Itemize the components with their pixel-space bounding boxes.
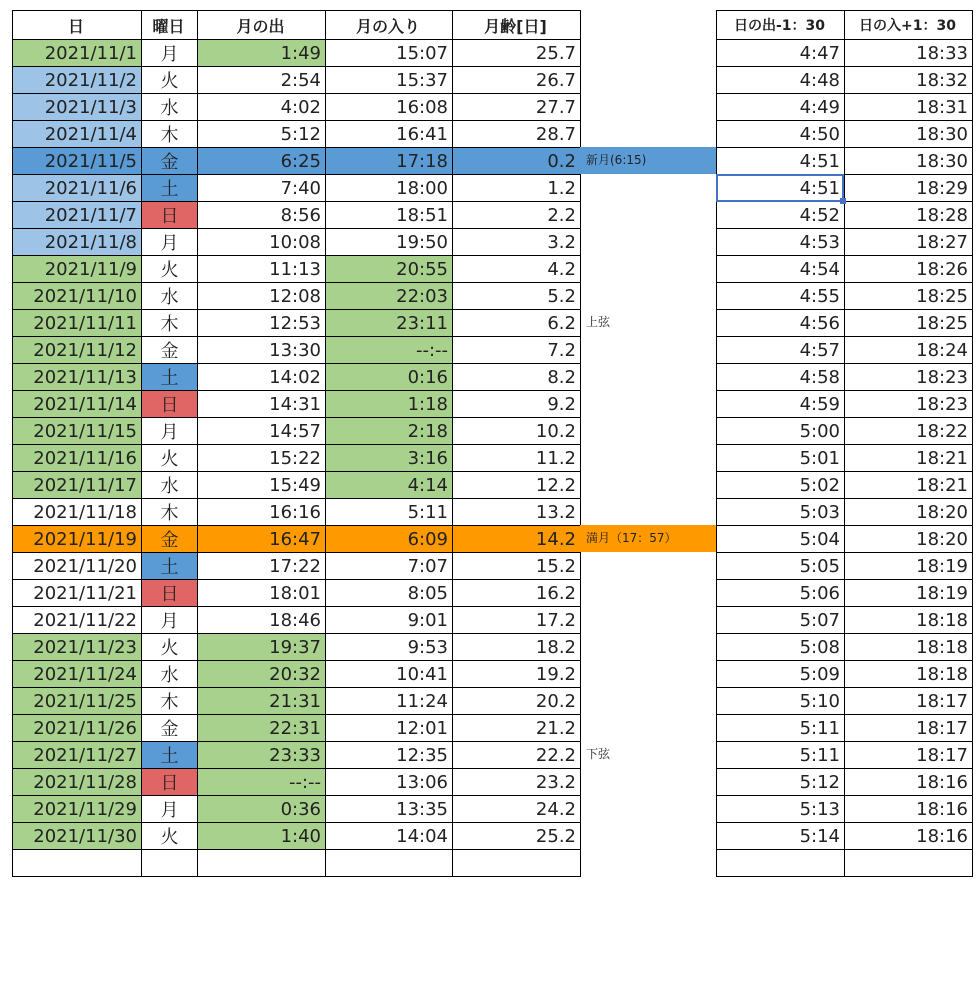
cell-age[interactable]: 22.2 bbox=[453, 742, 581, 769]
table-row bbox=[717, 607, 973, 634]
cell-moonrise[interactable]: 15:22 bbox=[198, 445, 326, 472]
cell-age[interactable]: 26.7 bbox=[453, 67, 581, 94]
table-row bbox=[13, 94, 581, 121]
cell-moonrise[interactable]: 2:54 bbox=[198, 67, 326, 94]
cell-age[interactable]: 20.2 bbox=[453, 688, 581, 715]
cell-age[interactable]: 17.2 bbox=[453, 607, 581, 634]
cell-sunset-plus[interactable]: 18:17 bbox=[845, 715, 973, 742]
header-weekday[interactable]: 曜日 bbox=[142, 11, 198, 40]
cell-weekday[interactable]: 金 bbox=[142, 148, 198, 175]
cell-moonset[interactable]: 20:55 bbox=[326, 256, 453, 283]
cell-age[interactable]: 10.2 bbox=[453, 418, 581, 445]
cell-sunset-plus[interactable]: 18:16 bbox=[845, 796, 973, 823]
cell-weekday[interactable]: 金 bbox=[142, 337, 198, 364]
cell-sunset-plus[interactable]: 18:31 bbox=[845, 94, 973, 121]
cell-sunset-plus[interactable]: 18:23 bbox=[845, 391, 973, 418]
table-row bbox=[13, 310, 581, 337]
table-row bbox=[13, 823, 581, 850]
cell-moonset[interactable]: 3:16 bbox=[326, 445, 453, 472]
cell-sunset-plus[interactable]: 18:26 bbox=[845, 256, 973, 283]
cell-sunset-plus[interactable]: 18:18 bbox=[845, 607, 973, 634]
cell-age[interactable]: 23.2 bbox=[453, 769, 581, 796]
cell-sunset-plus[interactable]: 18:25 bbox=[845, 283, 973, 310]
cell-moonset[interactable]: --:-- bbox=[326, 337, 453, 364]
cell-age[interactable]: 25.7 bbox=[453, 40, 581, 67]
moon-table bbox=[12, 10, 581, 877]
header-moonset[interactable]: 月の入り bbox=[326, 11, 453, 40]
cell-sunset-plus[interactable]: 18:33 bbox=[845, 40, 973, 67]
cell-moonrise[interactable]: 10:08 bbox=[198, 229, 326, 256]
cell-date[interactable]: 2021/11/7 bbox=[13, 202, 142, 229]
note-label: 新月(6:15) bbox=[580, 147, 716, 174]
cell-date[interactable]: 2021/11/18 bbox=[13, 499, 142, 526]
cell-moonrise[interactable]: 12:08 bbox=[198, 283, 326, 310]
cell-sunset-plus[interactable]: 18:30 bbox=[845, 121, 973, 148]
table-row bbox=[717, 337, 973, 364]
cell-age[interactable]: 0.2 bbox=[453, 148, 581, 175]
cell-moonrise[interactable]: 1:40 bbox=[198, 823, 326, 850]
cell-sunrise-minus[interactable]: 4:57 bbox=[717, 337, 845, 364]
cell-sunset-plus[interactable]: 18:17 bbox=[845, 688, 973, 715]
cell-sunset-plus[interactable]: 18:24 bbox=[845, 337, 973, 364]
cell-date[interactable]: 2021/11/22 bbox=[13, 607, 142, 634]
table-row bbox=[13, 742, 581, 769]
cell-weekday[interactable]: 月 bbox=[142, 607, 198, 634]
cell-moonrise[interactable]: 22:31 bbox=[198, 715, 326, 742]
cell-date[interactable]: 2021/11/19 bbox=[13, 526, 142, 553]
cell-sunset-plus[interactable]: 18:28 bbox=[845, 202, 973, 229]
cell-moonset[interactable]: 5:11 bbox=[326, 499, 453, 526]
cell-age[interactable]: 19.2 bbox=[453, 661, 581, 688]
empty-cell[interactable] bbox=[326, 850, 453, 877]
table-row bbox=[717, 391, 973, 418]
cell-date[interactable]: 2021/11/29 bbox=[13, 796, 142, 823]
cell-age[interactable]: 15.2 bbox=[453, 553, 581, 580]
cell-moonset[interactable]: 2:18 bbox=[326, 418, 453, 445]
table-row bbox=[717, 823, 973, 850]
note-label: 下弦 bbox=[586, 747, 611, 761]
cell-sunset-plus[interactable]: 18:25 bbox=[845, 310, 973, 337]
cell-moonrise[interactable]: 5:12 bbox=[198, 121, 326, 148]
sun-table bbox=[716, 10, 973, 877]
table-row bbox=[717, 634, 973, 661]
cell-sunrise-minus[interactable]: 5:09 bbox=[717, 661, 845, 688]
cell-sunrise-minus[interactable]: 4:52 bbox=[717, 202, 845, 229]
cell-age[interactable]: 28.7 bbox=[453, 121, 581, 148]
cell-moonset[interactable]: 1:18 bbox=[326, 391, 453, 418]
cell-sunset-plus[interactable]: 18:30 bbox=[845, 148, 973, 175]
cell-date[interactable]: 2021/11/1 bbox=[13, 40, 142, 67]
cell-age[interactable]: 12.2 bbox=[453, 472, 581, 499]
cell-sunset-plus[interactable]: 18:16 bbox=[845, 823, 973, 850]
table-row bbox=[717, 715, 973, 742]
cell-sunrise-minus[interactable]: 5:11 bbox=[717, 715, 845, 742]
cell-weekday[interactable]: 土 bbox=[142, 364, 198, 391]
cell-moonrise[interactable]: 14:57 bbox=[198, 418, 326, 445]
cell-age[interactable]: 25.2 bbox=[453, 823, 581, 850]
cell-sunset-plus[interactable]: 18:19 bbox=[845, 553, 973, 580]
cell-weekday[interactable]: 月 bbox=[142, 229, 198, 256]
cell-moonrise[interactable]: 16:16 bbox=[198, 499, 326, 526]
cell-sunrise-minus[interactable]: 4:56 bbox=[717, 310, 845, 337]
cell-sunrise-minus[interactable]: 5:08 bbox=[717, 634, 845, 661]
cell-moonset[interactable]: 14:04 bbox=[326, 823, 453, 850]
cell-age[interactable]: 11.2 bbox=[453, 445, 581, 472]
table-row bbox=[13, 688, 581, 715]
cell-weekday[interactable]: 水 bbox=[142, 472, 198, 499]
cell-date[interactable]: 2021/11/26 bbox=[13, 715, 142, 742]
table-row bbox=[717, 661, 973, 688]
cell-sunrise-minus[interactable]: 4:47 bbox=[717, 40, 845, 67]
cell-sunrise-minus[interactable]: 5:03 bbox=[717, 499, 845, 526]
table-row bbox=[717, 94, 973, 121]
cell-moonrise[interactable]: 18:01 bbox=[198, 580, 326, 607]
cell-moonrise[interactable]: 11:13 bbox=[198, 256, 326, 283]
table-row bbox=[13, 148, 581, 175]
cell-sunrise-minus[interactable]: 4:48 bbox=[717, 67, 845, 94]
table-row bbox=[13, 418, 581, 445]
cell-sunset-plus[interactable]: 18:17 bbox=[845, 742, 973, 769]
cell-date[interactable]: 2021/11/6 bbox=[13, 175, 142, 202]
table-row bbox=[13, 175, 581, 202]
cell-age[interactable]: 13.2 bbox=[453, 499, 581, 526]
cell-sunset-plus[interactable]: 18:18 bbox=[845, 634, 973, 661]
cell-sunset-plus[interactable]: 18:29 bbox=[845, 175, 973, 202]
cell-age[interactable]: 1.2 bbox=[453, 175, 581, 202]
cell-moonrise[interactable]: 8:56 bbox=[198, 202, 326, 229]
table-row bbox=[13, 796, 581, 823]
cell-weekday[interactable]: 月 bbox=[142, 40, 198, 67]
table-row bbox=[13, 121, 581, 148]
header-sunrise-minus[interactable]: 日の出-1：30 bbox=[717, 11, 845, 40]
cell-sunrise-minus[interactable]: 4:49 bbox=[717, 94, 845, 121]
table-row bbox=[13, 553, 581, 580]
cell-age[interactable]: 27.7 bbox=[453, 94, 581, 121]
table-row bbox=[717, 418, 973, 445]
cell-moonset[interactable]: 4:14 bbox=[326, 472, 453, 499]
cell-age[interactable]: 24.2 bbox=[453, 796, 581, 823]
cell-moonrise[interactable]: 12:53 bbox=[198, 310, 326, 337]
table-row bbox=[717, 175, 973, 202]
table-row bbox=[717, 148, 973, 175]
cell-sunrise-minus[interactable]: 5:13 bbox=[717, 796, 845, 823]
empty-row bbox=[717, 850, 973, 877]
cell-sunrise-minus[interactable]: 4:55 bbox=[717, 283, 845, 310]
cell-date[interactable]: 2021/11/8 bbox=[13, 229, 142, 256]
cell-sunrise-minus[interactable]: 5:06 bbox=[717, 580, 845, 607]
cell-sunrise-minus[interactable]: 4:53 bbox=[717, 229, 845, 256]
empty-row bbox=[13, 850, 581, 877]
cell-weekday[interactable]: 金 bbox=[142, 526, 198, 553]
cell-weekday[interactable]: 火 bbox=[142, 256, 198, 283]
cell-moonset[interactable]: 17:18 bbox=[326, 148, 453, 175]
table-row bbox=[13, 391, 581, 418]
table-row bbox=[13, 634, 581, 661]
cell-moonrise[interactable]: 17:22 bbox=[198, 553, 326, 580]
cell-moonrise[interactable]: 0:36 bbox=[198, 796, 326, 823]
note-label: 満月（17：57） bbox=[580, 525, 716, 552]
cell-sunset-plus[interactable]: 18:22 bbox=[845, 418, 973, 445]
cell-weekday[interactable]: 火 bbox=[142, 634, 198, 661]
cell-age[interactable]: 3.2 bbox=[453, 229, 581, 256]
cell-weekday[interactable]: 日 bbox=[142, 391, 198, 418]
cell-weekday[interactable]: 日 bbox=[142, 580, 198, 607]
cell-moonset[interactable]: 18:51 bbox=[326, 202, 453, 229]
cell-date[interactable]: 2021/11/2 bbox=[13, 67, 142, 94]
cell-date[interactable]: 2021/11/25 bbox=[13, 688, 142, 715]
cell-age[interactable]: 7.2 bbox=[453, 337, 581, 364]
cell-weekday[interactable]: 水 bbox=[142, 661, 198, 688]
cell-sunrise-minus[interactable]: 4:51 bbox=[717, 175, 845, 202]
header-sunset-plus[interactable]: 日の入+1：30 bbox=[845, 11, 973, 40]
cell-sunrise-minus[interactable]: 5:02 bbox=[717, 472, 845, 499]
cell-weekday[interactable]: 土 bbox=[142, 553, 198, 580]
table-row bbox=[717, 202, 973, 229]
cell-date[interactable]: 2021/11/10 bbox=[13, 283, 142, 310]
cell-moonrise[interactable]: 18:46 bbox=[198, 607, 326, 634]
cell-moonset[interactable]: 0:16 bbox=[326, 364, 453, 391]
table-row bbox=[13, 67, 581, 94]
cell-moonset[interactable]: 6:09 bbox=[326, 526, 453, 553]
table-row bbox=[13, 715, 581, 742]
cell-moonset[interactable]: 16:41 bbox=[326, 121, 453, 148]
table-row bbox=[717, 499, 973, 526]
cell-weekday[interactable]: 木 bbox=[142, 499, 198, 526]
cell-age[interactable]: 14.2 bbox=[453, 526, 581, 553]
cell-sunrise-minus[interactable]: 5:10 bbox=[717, 688, 845, 715]
cell-weekday[interactable]: 土 bbox=[142, 742, 198, 769]
cell-weekday[interactable]: 火 bbox=[142, 823, 198, 850]
cell-weekday[interactable]: 木 bbox=[142, 688, 198, 715]
empty-cell[interactable] bbox=[845, 850, 973, 877]
cell-moonset[interactable]: 13:06 bbox=[326, 769, 453, 796]
cell-date[interactable]: 2021/11/30 bbox=[13, 823, 142, 850]
cell-weekday[interactable]: 金 bbox=[142, 715, 198, 742]
empty-cell[interactable] bbox=[142, 850, 198, 877]
cell-sunset-plus[interactable]: 18:21 bbox=[845, 445, 973, 472]
cell-date[interactable]: 2021/11/14 bbox=[13, 391, 142, 418]
cell-moonrise[interactable]: 19:37 bbox=[198, 634, 326, 661]
cell-moonrise[interactable]: 16:47 bbox=[198, 526, 326, 553]
cell-sunset-plus[interactable]: 18:32 bbox=[845, 67, 973, 94]
cell-moonrise[interactable]: 6:25 bbox=[198, 148, 326, 175]
table-row bbox=[13, 661, 581, 688]
empty-cell[interactable] bbox=[717, 850, 845, 877]
cell-moonrise[interactable]: 21:31 bbox=[198, 688, 326, 715]
cell-moonrise[interactable]: 23:33 bbox=[198, 742, 326, 769]
cell-moonrise[interactable]: 13:30 bbox=[198, 337, 326, 364]
cell-moonset[interactable]: 18:00 bbox=[326, 175, 453, 202]
cell-moonrise[interactable]: 14:31 bbox=[198, 391, 326, 418]
cell-sunrise-minus[interactable]: 4:50 bbox=[717, 121, 845, 148]
cell-weekday[interactable]: 火 bbox=[142, 445, 198, 472]
cell-weekday[interactable]: 水 bbox=[142, 283, 198, 310]
cell-moonset[interactable]: 22:03 bbox=[326, 283, 453, 310]
cell-sunset-plus[interactable]: 18:16 bbox=[845, 769, 973, 796]
cell-moonset[interactable]: 16:08 bbox=[326, 94, 453, 121]
cell-moonrise[interactable]: 14:02 bbox=[198, 364, 326, 391]
cell-moonrise[interactable]: 4:02 bbox=[198, 94, 326, 121]
cell-moonset[interactable]: 12:35 bbox=[326, 742, 453, 769]
table-row bbox=[717, 283, 973, 310]
cell-moonrise[interactable]: --:-- bbox=[198, 769, 326, 796]
table-row bbox=[13, 337, 581, 364]
cell-moonset[interactable]: 13:35 bbox=[326, 796, 453, 823]
cell-date[interactable]: 2021/11/21 bbox=[13, 580, 142, 607]
cell-weekday[interactable]: 水 bbox=[142, 94, 198, 121]
table-row bbox=[717, 769, 973, 796]
cell-date[interactable]: 2021/11/16 bbox=[13, 445, 142, 472]
table-row bbox=[13, 364, 581, 391]
header-moonrise[interactable]: 月の出 bbox=[198, 11, 326, 40]
cell-moonset[interactable]: 7:07 bbox=[326, 553, 453, 580]
cell-sunset-plus[interactable]: 18:27 bbox=[845, 229, 973, 256]
cell-sunrise-minus[interactable]: 5:14 bbox=[717, 823, 845, 850]
cell-sunset-plus[interactable]: 18:18 bbox=[845, 661, 973, 688]
moon-table-header-row bbox=[13, 11, 581, 40]
cell-sunrise-minus[interactable]: 5:05 bbox=[717, 553, 845, 580]
cell-sunrise-minus[interactable]: 4:59 bbox=[717, 391, 845, 418]
cell-date[interactable]: 2021/11/24 bbox=[13, 661, 142, 688]
table-row bbox=[717, 364, 973, 391]
cell-moonset[interactable]: 15:37 bbox=[326, 67, 453, 94]
cell-sunrise-minus[interactable]: 4:51 bbox=[717, 148, 845, 175]
table-row bbox=[13, 229, 581, 256]
cell-date[interactable]: 2021/11/13 bbox=[13, 364, 142, 391]
cell-age[interactable]: 18.2 bbox=[453, 634, 581, 661]
table-row bbox=[13, 256, 581, 283]
table-row bbox=[717, 40, 973, 67]
cell-sunrise-minus[interactable]: 5:11 bbox=[717, 742, 845, 769]
empty-cell[interactable] bbox=[453, 850, 581, 877]
table-row bbox=[13, 580, 581, 607]
table-row bbox=[717, 472, 973, 499]
table-row bbox=[717, 445, 973, 472]
note-label: 上弦 bbox=[586, 315, 611, 329]
table-row bbox=[717, 742, 973, 769]
table-row bbox=[13, 40, 581, 67]
cell-sunrise-minus[interactable]: 5:01 bbox=[717, 445, 845, 472]
table-row bbox=[717, 121, 973, 148]
cell-date[interactable]: 2021/11/17 bbox=[13, 472, 142, 499]
cell-date[interactable]: 2021/11/9 bbox=[13, 256, 142, 283]
cell-date[interactable]: 2021/11/11 bbox=[13, 310, 142, 337]
table-row bbox=[717, 580, 973, 607]
table-row bbox=[13, 526, 581, 553]
table-row bbox=[13, 445, 581, 472]
cell-date[interactable]: 2021/11/15 bbox=[13, 418, 142, 445]
cell-sunrise-minus[interactable]: 5:12 bbox=[717, 769, 845, 796]
table-row bbox=[717, 256, 973, 283]
cell-date[interactable]: 2021/11/27 bbox=[13, 742, 142, 769]
cell-moonrise[interactable]: 1:49 bbox=[198, 40, 326, 67]
cell-weekday[interactable]: 月 bbox=[142, 418, 198, 445]
cell-moonset[interactable]: 8:05 bbox=[326, 580, 453, 607]
header-moon-age[interactable]: 月齢[日] bbox=[453, 11, 581, 40]
cell-sunrise-minus[interactable]: 5:07 bbox=[717, 607, 845, 634]
cell-moonset[interactable]: 15:07 bbox=[326, 40, 453, 67]
cell-moonset[interactable]: 19:50 bbox=[326, 229, 453, 256]
cell-sunset-plus[interactable]: 18:21 bbox=[845, 472, 973, 499]
table-row bbox=[717, 688, 973, 715]
cell-weekday[interactable]: 木 bbox=[142, 310, 198, 337]
cell-moonrise[interactable]: 15:49 bbox=[198, 472, 326, 499]
cell-date[interactable]: 2021/11/12 bbox=[13, 337, 142, 364]
cell-age[interactable]: 9.2 bbox=[453, 391, 581, 418]
cell-weekday[interactable]: 火 bbox=[142, 67, 198, 94]
cell-date[interactable]: 2021/11/5 bbox=[13, 148, 142, 175]
cell-date[interactable]: 2021/11/20 bbox=[13, 553, 142, 580]
empty-cell[interactable] bbox=[198, 850, 326, 877]
cell-date[interactable]: 2021/11/23 bbox=[13, 634, 142, 661]
table-row bbox=[13, 283, 581, 310]
cell-weekday[interactable]: 日 bbox=[142, 769, 198, 796]
cell-moonrise[interactable]: 20:32 bbox=[198, 661, 326, 688]
cell-sunrise-minus[interactable]: 4:54 bbox=[717, 256, 845, 283]
table-row bbox=[13, 202, 581, 229]
cell-sunrise-minus[interactable]: 4:58 bbox=[717, 364, 845, 391]
table-row bbox=[717, 796, 973, 823]
table-row bbox=[13, 769, 581, 796]
cell-weekday[interactable]: 土 bbox=[142, 175, 198, 202]
cell-date[interactable]: 2021/11/4 bbox=[13, 121, 142, 148]
cell-age[interactable]: 2.2 bbox=[453, 202, 581, 229]
empty-cell[interactable] bbox=[13, 850, 142, 877]
cell-moonset[interactable]: 9:01 bbox=[326, 607, 453, 634]
cell-sunrise-minus[interactable]: 5:00 bbox=[717, 418, 845, 445]
table-row bbox=[717, 526, 973, 553]
cell-date[interactable]: 2021/11/3 bbox=[13, 94, 142, 121]
cell-sunset-plus[interactable]: 18:20 bbox=[845, 526, 973, 553]
cell-age[interactable]: 4.2 bbox=[453, 256, 581, 283]
cell-moonrise[interactable]: 7:40 bbox=[198, 175, 326, 202]
cell-date[interactable]: 2021/11/28 bbox=[13, 769, 142, 796]
cell-weekday[interactable]: 日 bbox=[142, 202, 198, 229]
cell-age[interactable]: 21.2 bbox=[453, 715, 581, 742]
table-row bbox=[717, 553, 973, 580]
table-row bbox=[13, 607, 581, 634]
cell-sunrise-minus[interactable]: 5:04 bbox=[717, 526, 845, 553]
header-date[interactable]: 日 bbox=[13, 11, 142, 40]
cell-sunset-plus[interactable]: 18:19 bbox=[845, 580, 973, 607]
sun-table-header-row bbox=[717, 11, 973, 40]
cell-age[interactable]: 5.2 bbox=[453, 283, 581, 310]
table-row bbox=[717, 67, 973, 94]
cell-age[interactable]: 16.2 bbox=[453, 580, 581, 607]
cell-moonset[interactable]: 10:41 bbox=[326, 661, 453, 688]
cell-age[interactable]: 8.2 bbox=[453, 364, 581, 391]
cell-moonset[interactable]: 23:11 bbox=[326, 310, 453, 337]
cell-moonset[interactable]: 12:01 bbox=[326, 715, 453, 742]
table-row bbox=[717, 229, 973, 256]
table-row bbox=[13, 499, 581, 526]
cell-weekday[interactable]: 木 bbox=[142, 121, 198, 148]
cell-moonset[interactable]: 11:24 bbox=[326, 688, 453, 715]
cell-moonset[interactable]: 9:53 bbox=[326, 634, 453, 661]
table-row bbox=[13, 472, 581, 499]
cell-weekday[interactable]: 月 bbox=[142, 796, 198, 823]
cell-age[interactable]: 6.2 bbox=[453, 310, 581, 337]
cell-sunset-plus[interactable]: 18:23 bbox=[845, 364, 973, 391]
table-row bbox=[717, 310, 973, 337]
cell-sunset-plus[interactable]: 18:20 bbox=[845, 499, 973, 526]
